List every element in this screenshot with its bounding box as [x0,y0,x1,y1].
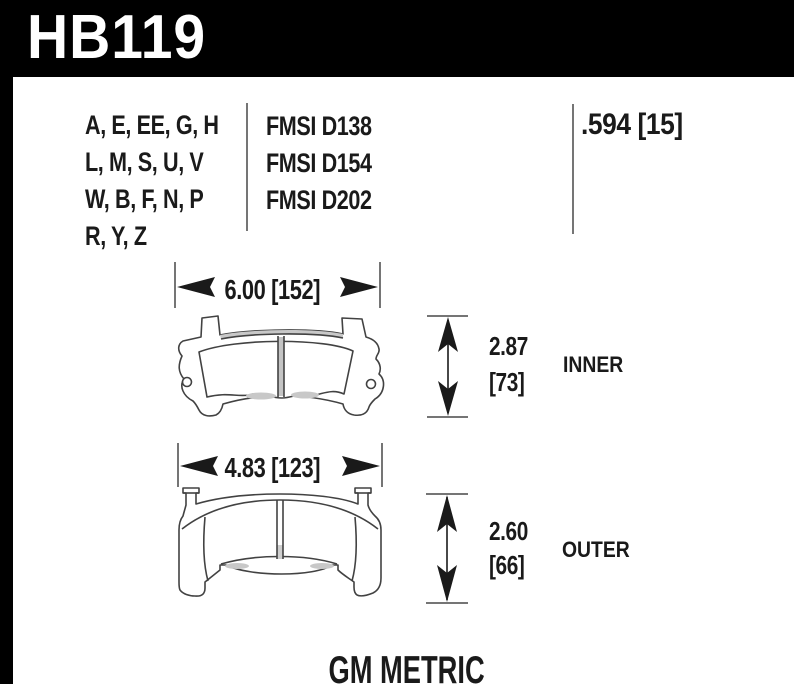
part-number: HB119 [27,3,207,72]
header-bar [0,0,794,77]
backing-plate-outline [179,488,381,596]
compound-code-line: A, E, EE, G, H [85,110,219,140]
bottom-shading [291,392,319,399]
left-border-bar [0,0,13,684]
compound-code-line: R, Y, Z [85,221,147,251]
compound-code-line: L, M, S, U, V [85,147,204,177]
outer-height-dimension [414,488,484,610]
table-divider-right [572,104,574,234]
application-name: GM METRIC [328,649,486,691]
outer-pad-drawing [165,485,395,610]
outer-height-in: 2.60 [489,516,528,546]
table-divider-left [246,103,248,231]
compound-codes [85,107,252,255]
band-shading [225,563,249,569]
band-shading [310,563,334,569]
friction-pad-outline [199,341,353,398]
fmsi-number: FMSI D202 [266,185,372,215]
fmsi-number: FMSI D154 [266,148,372,178]
inner-pad-drawing [165,305,390,430]
bottom-shading [246,393,276,400]
fmsi-number: FMSI D138 [266,111,372,141]
outer-width-value: 4.83 [123] [224,452,320,483]
center-slot [278,337,284,396]
pad-thickness: .594 [15] [581,108,683,141]
inner-label: INNER [563,352,624,377]
inner-height-in: 2.87 [489,331,528,361]
rivet-hole-left [183,378,192,387]
center-slot [277,545,283,559]
outer-label: OUTER [562,537,630,562]
outer-height-mm: [66] [489,550,525,580]
fmsi-numbers [266,108,398,219]
rivet-hole-right [367,380,376,389]
compound-code-line: W, B, F, N, P [85,184,204,214]
inner-width-value: 6.00 [152] [224,274,320,305]
inner-height-dimension [415,310,485,425]
inner-height-mm: [73] [489,367,525,397]
